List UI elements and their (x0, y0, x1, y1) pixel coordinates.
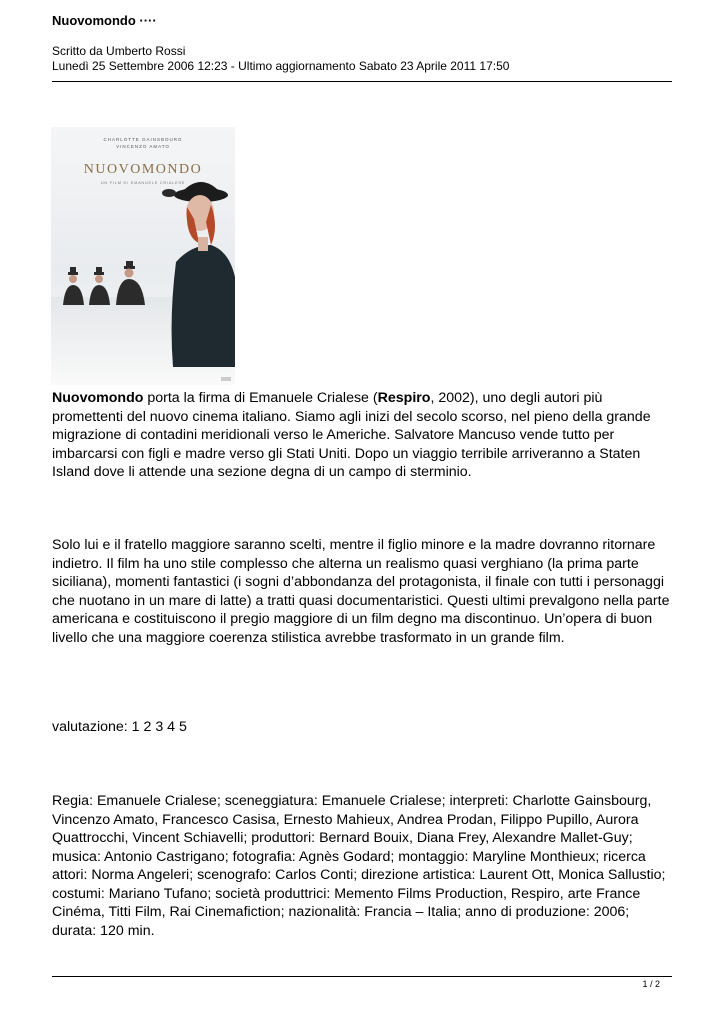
film-title-bold: Nuovomondo (52, 390, 144, 406)
poster-director: UN FILM DI EMANUELE CRIALESE (100, 181, 186, 185)
film-credits-paragraph: Regia: Emanuele Crialese; sceneggiatura: Emanuele Crialese; interpreti: Charlotte Gainsbourg, Vincenzo Amato, Francesco Casisa, Ernesto Mahieux, Andrea Prodan, Filippo Pupillo, Aurora Quattrocchi, Vincent Schiavelli; produttori: Bernard Bouix, Diana Frey, Alexandre Mallet-Guy; musica: Antonio Castrigano; fotografia: Agnès Godard; montaggio: Maryline Monthieux; ricerca attori: Norma Angeleri; scenografo: Carlos Conti; direzione artistica: Laurent Ott, Monica Sallustio; costumi: Mariano Tufano; società produttrici: Memento Films Production, Respiro, arte France Cinéma, Titti Film, Rai Cinemafiction; nazionalità: Francia – Italia; anno di produzione: 2006; durata: 120 min. (52, 793, 666, 939)
film-poster-image (51, 127, 235, 385)
previous-film-title-bold: Respiro (377, 390, 431, 406)
article-paragraph-1 (52, 389, 677, 482)
header-divider (52, 81, 672, 82)
page-number: 1 / 2 (642, 979, 660, 989)
poster-credits: CHARLOTTE GAINSBOURG (103, 137, 183, 142)
paragraph-1-text-b: , 2002), uno degli autori più promettenti del nuovo cinema italiano. Siamo agli inizi del secolo scorso, nel pieno della grande migrazione di contadini meridionali verso le Americhe. Salvatore Mancuso vende tutto per imbarcarsi con figli e madre verso gli Stati Uniti. Dopo un viaggio terribile arriveranno a Staten Island dove li attende una sezione degna di un campo di sterminio. (52, 390, 651, 480)
article-title: Nuovomondo ···· (52, 13, 157, 28)
paragraph-1-text-a: porta la firma di Emanuele Crialese ( (143, 390, 378, 406)
document-header (52, 12, 672, 74)
article-dates: Lunedì 25 Settembre 2006 12:23 - Ultimo aggiornamento Sabato 23 Aprile 2011 17:50 (52, 59, 510, 73)
poster-film-title: NUOVOMONDO (83, 162, 203, 177)
footer-divider (52, 976, 672, 977)
rating-line: valutazione: 1 2 3 4 5 (52, 719, 187, 735)
article-author: Scritto da Umberto Rossi (52, 44, 186, 58)
article-paragraph-2: Solo lui e il fratello maggiore saranno scelti, mentre il figlio minore e la madre dovranno ritornare indietro. Il film ha uno stile complesso che alterna un realismo quasi verghiano (la prima parte siciliana), momenti fantastici (i sogni d’abbondanza del protagonista, il finale con tutti i personaggi che nuotano in un mare di latte) a tratti quasi documentaristici. Questi ultimi prevalgono nella parte americana e costituiscono il pregio maggiore di un film degno ma discontinuo. Un’opera di buon livello che una maggiore coerenza stilistica avrebbe trasformato in un grande film. (52, 537, 670, 646)
poster-credits-sub: VINCENZO AMATO (116, 144, 170, 149)
